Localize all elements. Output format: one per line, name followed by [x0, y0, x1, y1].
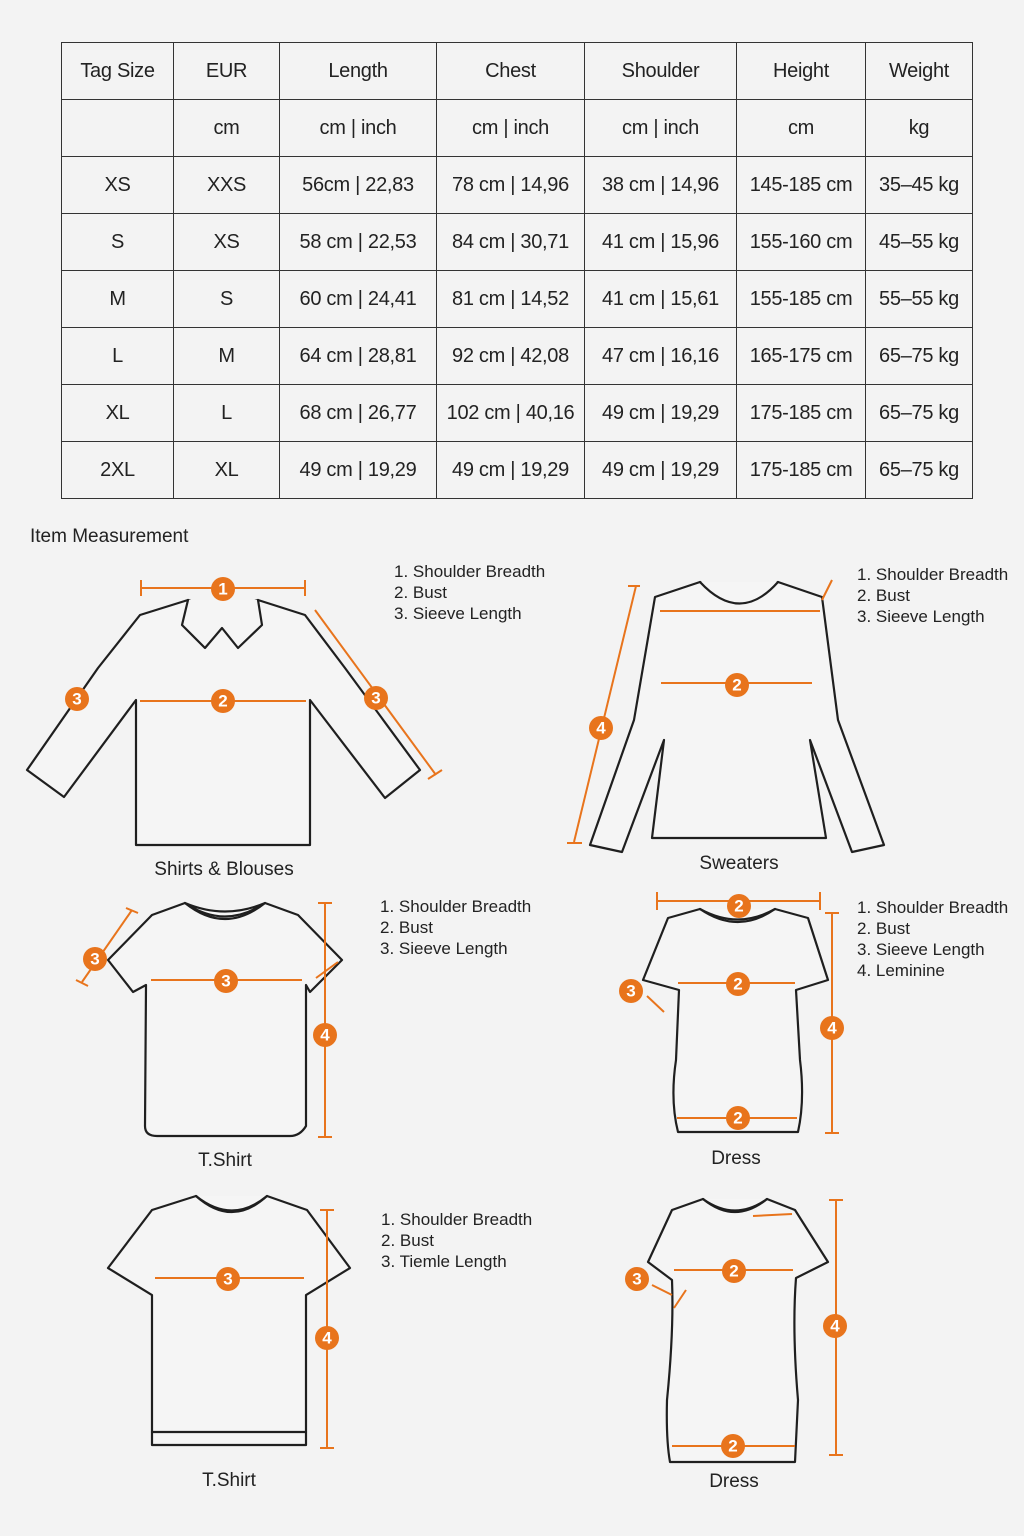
- table-cell: 55–55 kg: [866, 271, 973, 328]
- table-cell: XS: [174, 214, 280, 271]
- table-cell: 41 cm | 15,96: [585, 214, 737, 271]
- badge-hem: [721, 1434, 745, 1458]
- units-row-cell: cm | inch: [585, 100, 737, 157]
- table-cell: M: [62, 271, 174, 328]
- legend-item: 3. Sieeve Length: [380, 939, 508, 958]
- legend-item: 1. Shoulder Breadth: [380, 897, 532, 916]
- badge-label: 1: [218, 579, 228, 599]
- badge-hem: [726, 1106, 750, 1130]
- table-cell: 41 cm | 15,61: [585, 271, 737, 328]
- badge-label: 2: [733, 974, 743, 994]
- badge-length: [820, 1016, 844, 1040]
- table-cell: S: [62, 214, 174, 271]
- badge-label: 2: [218, 691, 228, 711]
- table-cell: 65–75 kg: [866, 328, 973, 385]
- badge-sleeve-length: [625, 1267, 649, 1291]
- header-row-cell: Chest: [437, 43, 585, 100]
- badge-label: 2: [732, 675, 742, 695]
- table-cell: 68 cm | 26,77: [280, 385, 437, 442]
- table-cell: 49 cm | 19,29: [280, 442, 437, 499]
- badge-length: [589, 716, 613, 740]
- badge-sleeve-length: [83, 947, 107, 971]
- badge-label: 2: [734, 896, 744, 916]
- table-cell: M: [174, 328, 280, 385]
- badge-label: 4: [320, 1025, 330, 1045]
- units-row-cell: cm | inch: [437, 100, 585, 157]
- caption-shirts: Shirts & Blouses: [154, 859, 294, 880]
- table-cell: L: [174, 385, 280, 442]
- badge-length: [315, 1326, 339, 1350]
- table-cell: 49 cm | 19,29: [585, 442, 737, 499]
- table-cell: S: [174, 271, 280, 328]
- header-row-cell: Tag Size: [62, 43, 174, 100]
- table-cell: 49 cm | 19,29: [585, 385, 737, 442]
- table-cell: 65–75 kg: [866, 442, 973, 499]
- badge-bust: [216, 1267, 240, 1291]
- badge-shoulder-breadth: [211, 577, 235, 601]
- tshirt-illustration: [108, 1196, 350, 1448]
- badge-label: 4: [596, 718, 606, 738]
- badge-label: 2: [728, 1436, 738, 1456]
- legend-item: 2. Bust: [380, 918, 433, 937]
- legend-item: 1. Shoulder Breadth: [381, 1210, 533, 1229]
- badge-sleeve-length: [364, 686, 388, 710]
- table-cell: XS: [62, 157, 174, 214]
- legend-item: 1. Shoulder Breadth: [857, 898, 1009, 917]
- badge-label: 3: [371, 688, 381, 708]
- header-row-cell: Weight: [866, 43, 973, 100]
- caption-tshirt-2: T.Shirt: [202, 1470, 256, 1491]
- table-cell: 102 cm | 40,16: [437, 385, 585, 442]
- badge-label: 2: [733, 1108, 743, 1128]
- legend-item: 4. Leminine: [857, 961, 945, 980]
- legend-item: 3. Sieeve Length: [857, 940, 985, 959]
- badge-label: 3: [626, 981, 636, 1001]
- table-cell: 65–75 kg: [866, 385, 973, 442]
- legend-item: 2. Bust: [857, 586, 910, 605]
- table-cell: 175-185 cm: [737, 385, 866, 442]
- table-cell: XL: [174, 442, 280, 499]
- table-cell: 92 cm | 42,08: [437, 328, 585, 385]
- header-row-cell: Length: [280, 43, 437, 100]
- table-cell: 155-185 cm: [737, 271, 866, 328]
- legend-item: 3. Tiemle Length: [381, 1252, 507, 1271]
- badge-sleeve-length: [619, 979, 643, 1003]
- table-cell: 56cm | 22,83: [280, 157, 437, 214]
- badge-label: 4: [827, 1018, 837, 1038]
- badge-label: 4: [322, 1328, 332, 1348]
- badge-label: 3: [221, 971, 231, 991]
- header-row-cell: Height: [737, 43, 866, 100]
- table-cell: XL: [62, 385, 174, 442]
- table-cell: 175-185 cm: [737, 442, 866, 499]
- legend-item: 1. Shoulder Breadth: [857, 565, 1009, 584]
- table-cell: 78 cm | 14,96: [437, 157, 585, 214]
- legend-item: 3. Sieeve Length: [394, 604, 522, 623]
- caption-tshirt-1: T.Shirt: [198, 1150, 252, 1171]
- table-cell: 49 cm | 19,29: [437, 442, 585, 499]
- badge-label: 3: [90, 949, 100, 969]
- badge-bust: [726, 972, 750, 996]
- table-cell: 64 cm | 28,81: [280, 328, 437, 385]
- legend-item: 3. Sieeve Length: [857, 607, 985, 626]
- units-row-cell: cm: [737, 100, 866, 157]
- table-cell: 60 cm | 24,41: [280, 271, 437, 328]
- item-measurement-title: Item Measurement: [30, 526, 189, 547]
- table-cell: 81 cm | 14,52: [437, 271, 585, 328]
- dress-illustration: [643, 892, 839, 1133]
- units-row-cell: cm | inch: [280, 100, 437, 157]
- units-row-cell: kg: [866, 100, 973, 157]
- table-cell: 165-175 cm: [737, 328, 866, 385]
- sweater-illustration: [567, 580, 884, 852]
- table-cell: L: [62, 328, 174, 385]
- table-cell: 2XL: [62, 442, 174, 499]
- table-cell: 47 cm | 16,16: [585, 328, 737, 385]
- badge-label: 2: [729, 1261, 739, 1281]
- table-cell: 145-185 cm: [737, 157, 866, 214]
- header-row-cell: EUR: [174, 43, 280, 100]
- badge-bust: [211, 689, 235, 713]
- badge-length: [823, 1314, 847, 1338]
- table-cell: 58 cm | 22,53: [280, 214, 437, 271]
- badge-length: [313, 1023, 337, 1047]
- dress-illustration: [648, 1199, 843, 1462]
- shirt-illustration: [27, 580, 442, 845]
- badge-shoulder-breadth: [727, 894, 751, 918]
- caption-dress-2: Dress: [709, 1471, 759, 1492]
- caption-sweaters: Sweaters: [699, 853, 779, 874]
- legend-item: 2. Bust: [394, 583, 447, 602]
- legend-item: 1. Shoulder Breadth: [394, 562, 546, 581]
- badge-bust: [214, 969, 238, 993]
- table-cell: 84 cm | 30,71: [437, 214, 585, 271]
- tshirt-illustration: [76, 903, 342, 1137]
- units-row-cell: cm: [174, 100, 280, 157]
- badge-label: 3: [72, 689, 82, 709]
- badge-bust: [725, 673, 749, 697]
- legend-item: 2. Bust: [381, 1231, 434, 1250]
- header-row-cell: Shoulder: [585, 43, 737, 100]
- legend-item: 2. Bust: [857, 919, 910, 938]
- table-cell: 35–45 kg: [866, 157, 973, 214]
- badge-bust: [722, 1259, 746, 1283]
- badge-label: 3: [223, 1269, 233, 1289]
- caption-dress-1: Dress: [711, 1148, 761, 1169]
- table-cell: XXS: [174, 157, 280, 214]
- table-cell: 38 cm | 14,96: [585, 157, 737, 214]
- badge-label: 3: [632, 1269, 642, 1289]
- table-cell: 45–55 kg: [866, 214, 973, 271]
- badge-sleeve-length: [65, 687, 89, 711]
- badge-label: 4: [830, 1316, 840, 1336]
- table-cell: 155-160 cm: [737, 214, 866, 271]
